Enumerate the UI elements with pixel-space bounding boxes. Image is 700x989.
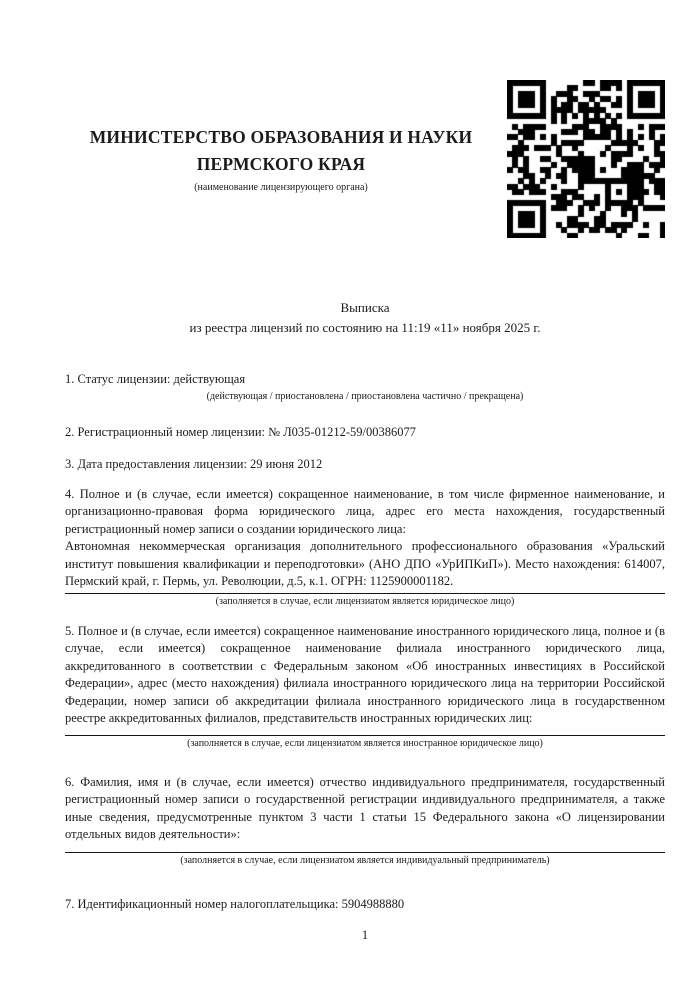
ministry-name-line2: ПЕРМСКОГО КРАЯ bbox=[196, 154, 366, 174]
item-text: 1. Статус лицензии: действующая bbox=[65, 372, 246, 386]
item-registration-number bbox=[65, 424, 665, 442]
item-text: 5. Полное и (в случае, если имеется) сокращенное наименование иностранного юридического лица, полное и (в случае, если имеется) сокращенное наименование филиала иностранного юридического лица, аккредитованного в соответствии с Федеральным законом «Об иностранных инвестициях в Российской Федерации», адрес (место нахождения) филиала иностранного юридического лица на территории Российской Федерации, номер записи об аккредитации филиала иностранного юридического лица в государственном реестре аккредитованных филиалов, представительств иностранных юридических лиц: bbox=[65, 623, 665, 725]
separator-rule bbox=[65, 735, 665, 736]
item-note: (заполняется в случае, если лицензиатом является юридическое лицо) bbox=[215, 595, 515, 607]
licensing-authority-block bbox=[65, 124, 497, 194]
item-value: Автономная некоммерческая организация дополнительного профессионального образования «Уральский институт повышения квалификации и переподготовки» (АНО ДПО «УрИПКиП»). Место нахождения: 614007, Пермский край, г. Пермь, ул. Революции, д.5, к.1. ОГРН: 1125900001182. bbox=[65, 539, 665, 588]
qr-code-icon bbox=[507, 80, 665, 238]
item-text: 3. Дата предоставления лицензии: 29 июня 2012 bbox=[65, 457, 323, 471]
item-taxpayer-number bbox=[65, 896, 665, 914]
item-note: (действующая / приостановлена / приостановлена частично / прекращена) bbox=[206, 390, 524, 402]
separator-rule bbox=[65, 852, 665, 853]
separator-rule bbox=[65, 593, 665, 594]
document-title bbox=[65, 298, 665, 338]
item-note: (заполняется в случае, если лицензиатом является иностранное юридическое лицо) bbox=[187, 737, 543, 749]
ministry-caption: (наименование лицензирующего органа) bbox=[194, 182, 368, 193]
item-text: 4. Полное и (в случае, если имеется) сокращенное наименование, в том числе фирменное наименование, и организационно-правовая форма юридического лица, адрес его места нахождения, государственный регистрационный номер записи о создании юридического лица: bbox=[65, 486, 665, 536]
item-entrepreneur bbox=[65, 774, 665, 867]
item-foreign-entity bbox=[65, 623, 665, 750]
page-number: 1 bbox=[361, 928, 369, 942]
license-items bbox=[65, 371, 665, 913]
item-text: 7. Идентификационный номер налогоплательщика: 5904988880 bbox=[65, 896, 405, 911]
item-legal-entity bbox=[65, 486, 665, 608]
qr-code-canvas bbox=[507, 80, 665, 238]
item-grant-date bbox=[65, 456, 665, 474]
item-note: (заполняется в случае, если лицензиатом является индивидуальный предприниматель) bbox=[180, 854, 550, 866]
ministry-name-line1: МИНИСТЕРСТВО ОБРАЗОВАНИЯ И НАУКИ bbox=[89, 127, 473, 147]
document-title-line2: из реестра лицензий по состоянию на 11:19 «11» ноября 2025 г. bbox=[189, 320, 541, 335]
document-title-line1: Выписка bbox=[340, 300, 390, 315]
item-text: 6. Фамилия, имя и (в случае, если имеется) отчество индивидуального предпринимателя, государственный регистрационный номер записи о государственной регистрации индивидуального предпринимателя, а также иные сведения, предусмотренные пунктом 3 части 1 статьи 15 Федерального закона «О лицензировании отдельных видов деятельности»: bbox=[65, 774, 665, 841]
item-text: 2. Регистрационный номер лицензии: № Л035-01212-59/00386077 bbox=[65, 424, 416, 439]
document-header bbox=[65, 0, 665, 242]
item-license-status bbox=[65, 371, 665, 403]
